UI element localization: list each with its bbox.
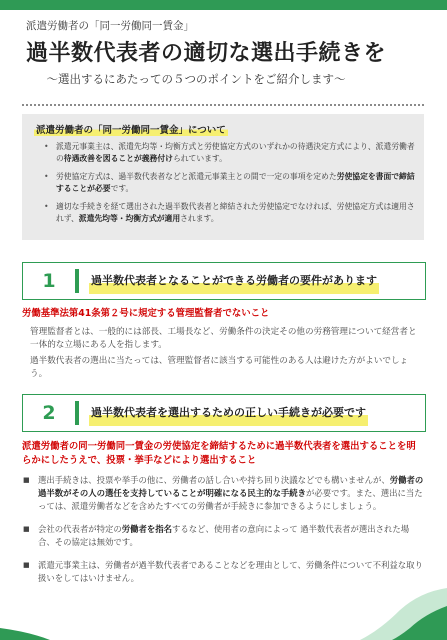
info-box [22,114,424,240]
section-1-paragraph: 過半数代表者の選出に当たっては、管理監督者に該当する可能性のある人は避けた方がよいでしょう。 [30,356,409,379]
section-1-header [22,262,426,300]
section-1-paragraph: 管理監督者とは、一般的には部長、工場長など、労働条件の決定その他の労務管理について経営者と一体的な立場にある人を指します。 [30,327,417,350]
section-2-bullets [22,474,424,595]
section-2-bullet: ■ 会社の代表者が特定の労働者を指名するなど、使用者の意向によって 過半数代表者が選出された場合、その協定は無効です。 [22,523,424,549]
section-2-number: 2 [42,402,56,424]
section-2-header [22,394,426,432]
info-list [44,141,416,231]
top-green-bar [0,0,447,10]
section-2-bullet: ■ 選出手続きは、投票や挙手の他に、労働者の話し合いや持ち回り決議などでも構いませんが、労働者の過半数がその人の選任を支持していることが明確になる民主的な手続きが必要です。また、選出に当たっては、派遣労働者などを含めたすべての労働者が手続きに参加できるようにしましょう。 [22,474,424,513]
info-title: 派遣労働者の「同一労働同一賃金」について [34,122,228,136]
section-2-title: 過半数代表者を選出するための正しい手続きが必要です [89,400,368,426]
info-item: • 適切な手続きを経て選出された過半数代表者と締結された労使協定でなければ、労使協定方式は適用されず、派遣先均等・均衡方式が適用されます。 [44,201,416,225]
section-1-number: 1 [42,270,56,292]
page-header [26,18,426,87]
page-subtitle: ～選出するにあたっての５つのポイントをご紹介します～ [46,72,346,86]
page-title: 過半数代表者の適切な選出手続きを [26,40,387,66]
section-2-bullet: ■ 派遣元事業主は、労働者が過半数代表者であることなどを理由として、労働条件について不利益な取り扱いをしてはいけません。 [22,559,424,585]
dotted-divider [22,104,424,106]
section-2-requirement: 派遣労働者の同一労働同一賃金の労使協定を締結するために過半数代表者を選出することを明らかにしたうえで、投票・挙手などにより選出すること [22,441,416,466]
info-item: • 労使協定方式は、過半数代表者などと派遣元事業主との間で一定の事項を定めた労使協定を書面で締結することが必要です。 [44,171,416,195]
eyebrow-text: 派遣労働者の「同一労働同一賃金」 [26,20,194,32]
section-1-requirement: 労働基準法第41条第２号に規定する管理監督者でないこと [22,308,270,319]
section-1-title: 過半数代表者となることができる労働者の要件があります [89,268,379,294]
decorative-wave [0,588,447,640]
info-item: • 派遣元事業主は、派遣先均等・均衡方式と労使協定方式のいずれかの待遇決定方式により、派遣労働者の待遇改善を図ることが義務付けられています。 [44,141,416,165]
